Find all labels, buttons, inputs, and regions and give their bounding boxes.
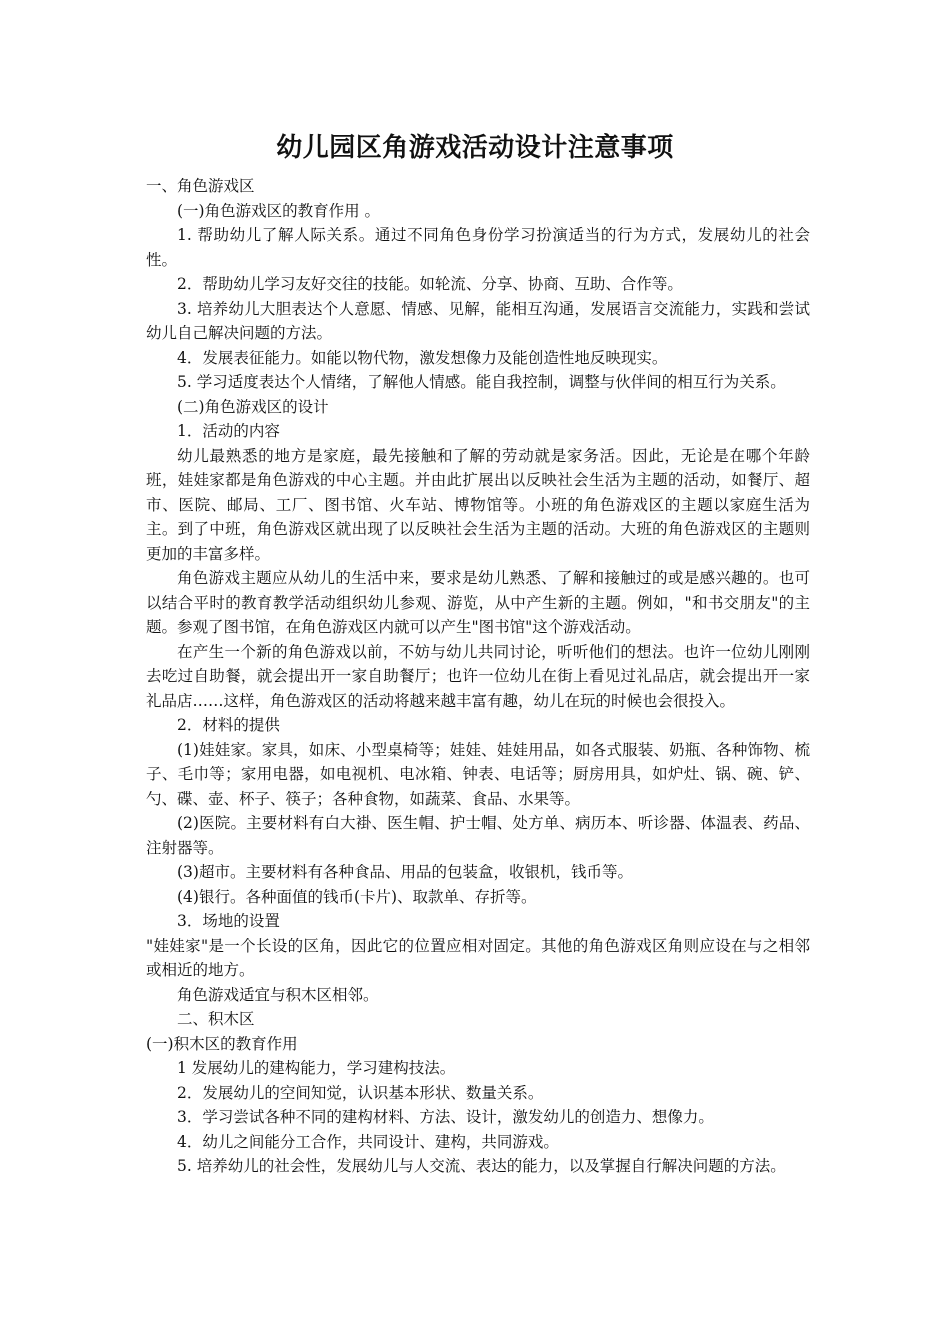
paragraph: 二、积木区: [177, 1010, 255, 1028]
paragraph: 4．发展表征能力。如能以物代物，激发想像力及能创造性地反映现实。: [177, 348, 668, 367]
paragraph: 1. 帮助幼儿了解人际关系。通过不同角色身份学习扮演适当的行为方式，发展幼儿的社会性。: [146, 226, 810, 269]
paragraph: (2)医院。主要材料有白大褂、医生帽、护士帽、处方单、病历本、听诊器、体温表、药品、注射器等。: [146, 814, 810, 857]
paragraph: "娃娃家"是一个长设的区角，因此它的位置应相对固定。其他的角色游戏区角则应设在与之相邻或相近的地方。: [146, 936, 810, 979]
paragraph: 4．幼儿之间能分工合作，共同设计、建构，共同游戏。: [177, 1132, 559, 1151]
paragraph: 2．材料的提供: [177, 716, 280, 734]
paragraph: (二)角色游戏区的设计: [177, 397, 329, 416]
document-title: 幼儿园区角游戏活动设计注意事项: [276, 133, 674, 163]
paragraph: (4)银行。各种面值的钱币(卡片)、取款单、存折等。: [177, 887, 537, 906]
paragraph: 2．帮助幼儿学习友好交往的技能。如轮流、分享、协商、互助、合作等。: [177, 275, 683, 293]
paragraph: 3. 培养幼儿大胆表达个人意愿、情感、见解，能相互沟通，发展语言交流能力，实践和尝试幼儿自己解决问题的方法。: [146, 299, 810, 342]
paragraph: 3．场地的设置: [177, 912, 280, 930]
paragraph: 角色游戏主题应从幼儿的生活中来，要求是幼儿熟悉、了解和接触过的或是感兴趣的。也可以结合平时的教育教学活动组织幼儿参观、游览，从中产生新的主题。例如，"和书交朋友"的主题。参观了图书馆，在角色游戏区内就可以产生"图书馆"这个游戏活动。: [146, 569, 810, 636]
paragraph: 3．学习尝试各种不同的建构材料、方法、设计，激发幼儿的创造力、想像力。: [177, 1108, 714, 1126]
paragraph: 5. 学习适度表达个人情绪，了解他人情感。能自我控制，调整与伙伴间的相互行为关系。: [177, 373, 786, 391]
paragraph: 1．活动的内容: [177, 422, 280, 440]
document-body: [146, 174, 810, 1179]
paragraph: 角色游戏适宜与积木区相邻。: [177, 985, 379, 1004]
paragraph: (3)超市。主要材料有各种食品、用品的包装盒，收银机，钱币等。: [177, 863, 633, 881]
paragraph: 一、角色游戏区: [146, 177, 255, 195]
paragraph: 幼儿最熟悉的地方是家庭，最先接触和了解的劳动就是家务活。因此，无论是在哪个年龄班，娃娃家都是角色游戏的中心主题。并由此扩展出以反映社会生活为主题的活动，如餐厅、超市、医院、邮局、工厂、图书馆、火车站、博物馆等。小班的角色游戏区的主题以家庭生活为主。到了中班，角色游戏区就出现了以反映社会生活为主题的活动。大班的角色游戏区的主题则更加的丰富多样。: [146, 446, 810, 563]
paragraph: 在产生一个新的角色游戏以前，不妨与幼儿共同讨论，听听他们的想法。也许一位幼儿刚刚去吃过自助餐，就会提出开一家自助餐厅；也许一位幼儿在街上看见过礼品店，就会提出开一家礼品店……这样，角色游戏区的活动将越来越丰富有趣，幼儿在玩的时候也会很投入。: [146, 642, 810, 710]
paragraph: (一)角色游戏区的教育作用 。: [177, 201, 381, 220]
paragraph: 5. 培养幼儿的社会性，发展幼儿与人交流、表达的能力，以及掌握自行解决问题的方法。: [177, 1157, 786, 1175]
paragraph: 1 发展幼儿的建构能力，学习建构技法。: [177, 1059, 456, 1077]
paragraph: 2．发展幼儿的空间知觉，认识基本形状、数量关系。: [177, 1083, 544, 1102]
paragraph: (一)积木区的教育作用: [146, 1034, 298, 1053]
paragraph: (1)娃娃家。家具，如床、小型桌椅等；娃娃、娃娃用品，如各式服装、奶瓶、各种饰物、梳子、毛巾等；家用电器，如电视机、电冰箱、钟表、电话等；厨房用具，如炉灶、锅、碗、铲、勺、碟、壶、杯子、筷子；各种食物，如蔬菜、食品、水果等。: [146, 740, 810, 808]
